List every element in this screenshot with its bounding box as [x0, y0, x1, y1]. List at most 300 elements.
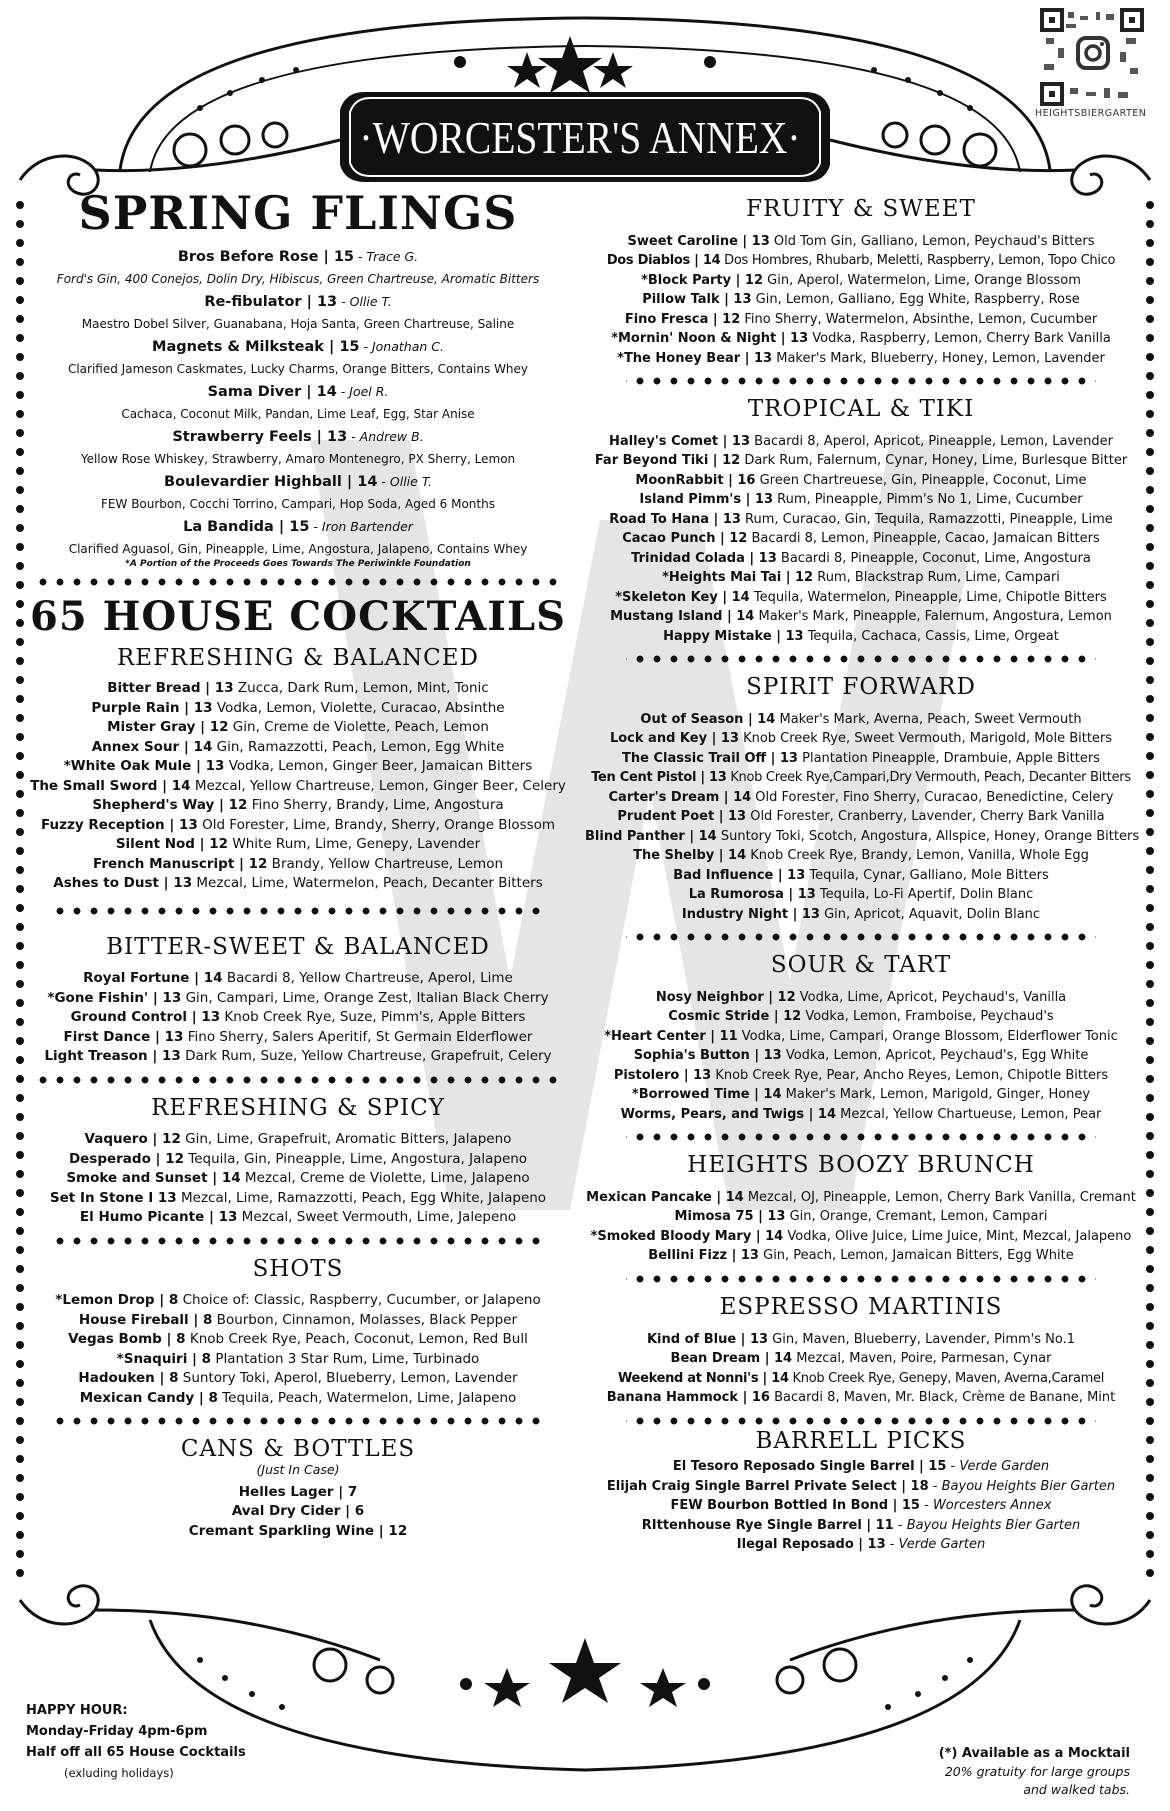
menu-item	[28, 1389, 568, 1409]
item-ingredients: Rum, Curacao, Gin, Tequila, Ramazzotti, Pineapple, Lime	[740, 511, 1113, 527]
item-name: *Gone Fishin' | 13	[47, 989, 182, 1006]
house-cocktails-title: 65 HOUSE COCKTAILS	[29, 593, 567, 640]
item-name: Aval Dry Cider | 6	[231, 1503, 365, 1520]
item-ingredients: Gin, Ramazzotti, Peach, Lemon, Egg White	[212, 738, 505, 755]
menu-item	[585, 1535, 1137, 1555]
item-name: RIttenhouse Rye Single Barrel | 11	[641, 1517, 894, 1533]
menu-item	[585, 1457, 1137, 1477]
item-name: Happy Mistake | 13	[663, 628, 804, 644]
item-separator: -	[893, 1517, 907, 1533]
item-name: Annex Sour | 14	[91, 738, 213, 755]
item-name: Cosmic Stride | 12	[668, 1009, 802, 1025]
item-ingredients: Rum, Pineapple, Pimm's No 1, Lime, Cucumber	[773, 492, 1083, 508]
item-ingredients: Mezcal, Lime, Ramazzotti, Peach, Egg White, Jalapeno	[176, 1189, 547, 1206]
item-name: Blind Panther | 14	[585, 828, 717, 844]
mocktail-note: (*) Available as a Mocktail	[938, 1746, 1130, 1761]
item-name: MoonRabbit | 16	[635, 472, 756, 488]
item-name: Ashes to Dust | 13	[53, 875, 193, 891]
restaurant-name: ·WORCESTER'S ANNEX·	[359, 111, 801, 163]
spirit-forward-list	[585, 710, 1140, 925]
item-ingredients: Gin, Apricot, Aquavit, Dolin Blanc	[819, 906, 1041, 922]
left-column	[28, 186, 568, 1541]
item-name: Kind of Blue | 13	[646, 1331, 769, 1347]
menu-item	[585, 768, 1137, 788]
item-ingredients: Old Forester, Lime, Brandy, Sherry, Orange Blossom	[197, 816, 556, 833]
refreshing-spicy-title: REFRESHING & SPICY	[151, 1094, 445, 1121]
item-ingredients: Bacardi 8, Aperol, Apricot, Pineapple, Lemon, Lavender	[750, 433, 1114, 449]
item-ingredients: Choice of: Classic, Raspberry, Cucumber, or Jalapeno	[178, 1292, 541, 1309]
menu-item	[585, 1516, 1137, 1536]
menu-item	[585, 1388, 1137, 1408]
spirit-forward-title: SPIRIT FORWARD	[746, 674, 976, 701]
menu-item	[585, 807, 1137, 827]
menu-item	[585, 1207, 1137, 1227]
item-name: *Block Party | 12	[641, 272, 764, 288]
item-name: *Heights Mai Tai | 12	[662, 570, 814, 586]
item-name: Ground Control | 13	[70, 1009, 221, 1026]
cocktail-name-line	[28, 338, 568, 356]
spring-flings-title: SPRING FLINGS	[78, 186, 518, 240]
happy-hour-title: HAPPY HOUR:	[26, 1703, 128, 1718]
item-origin: Bayou Heights Bier Garten	[906, 1517, 1081, 1533]
item-ingredients: Suntory Toki, Aperol, Blueberry, Lemon, Lavender	[178, 1370, 518, 1387]
happy-hour-note: (exluding holidays)	[64, 1766, 174, 1780]
item-name: Sophia's Button | 13	[633, 1048, 782, 1064]
menu-item	[28, 679, 568, 699]
menu-item	[28, 1350, 568, 1370]
menu-item	[585, 788, 1137, 808]
menu-item	[585, 627, 1137, 647]
item-name: El Humo Picante | 13	[79, 1209, 238, 1226]
espresso-martinis-title: ESPRESSO MARTINIS	[719, 1293, 1003, 1320]
item-name: Set In Stone I 13	[49, 1189, 177, 1206]
item-name: Smoke and Sunset | 14	[66, 1170, 241, 1187]
item-name: Bitter Bread | 13	[107, 680, 234, 696]
item-ingredients: Knob Creek Rye, Genepy, Maven, Averna,Caramel	[788, 1370, 1105, 1386]
item-name: French Manuscript | 12	[92, 855, 268, 872]
menu-item	[585, 607, 1137, 627]
menu-item	[585, 1496, 1137, 1516]
menu-item	[28, 855, 568, 875]
menu-item	[28, 1008, 568, 1028]
item-ingredients: Mezcal, Yellow Chartueuse, Lemon, Pear	[836, 1106, 1102, 1122]
dot-divider	[48, 906, 548, 916]
fruity-sweet-title: FRUITY & SWEET	[746, 196, 976, 222]
tropical-tiki-title: TROPICAL & TIKI	[747, 396, 975, 423]
menu-item	[28, 1330, 568, 1350]
menu-item	[585, 1188, 1137, 1208]
item-name: Dos Diablos | 14	[606, 253, 721, 269]
item-ingredients: Knob Creek Rye, Pear, Ancho Reyes, Lemon, Chipotle Bitters	[711, 1067, 1109, 1083]
menu-item	[585, 1105, 1137, 1125]
item-separator: -	[919, 1498, 933, 1514]
item-ingredients: Vodka, Lime, Campari, Orange Blossom, Elderflower Tonic	[737, 1028, 1118, 1044]
item-ingredients: Vodka, Lime, Apricot, Peychaud's, Vanilla	[795, 989, 1067, 1005]
menu-item	[585, 432, 1137, 452]
item-ingredients: Zucca, Dark Rum, Lemon, Mint, Tonic	[233, 680, 489, 696]
cocktail-description: Ford's Gin, 400 Conejos, Dolin Dry, Hibiscus, Green Chartreuse, Aromatic Bitters	[56, 272, 540, 286]
item-ingredients: Knob Creek Rye, Peach, Coconut, Lemon, Red Bull	[185, 1331, 528, 1348]
item-name: House Fireball | 8	[78, 1311, 213, 1328]
item-ingredients: Gin, Orange, Cremant, Lemon, Campari	[785, 1209, 1048, 1225]
dot-divider	[38, 577, 558, 587]
item-ingredients: Fino Sherry, Salers Aperitif, St Germain Elderflower	[183, 1028, 533, 1045]
item-name: Silent Nod | 12	[115, 836, 229, 852]
menu-item	[28, 699, 568, 719]
creator-name: - Ollie T.	[377, 474, 432, 489]
item-ingredients: Green Chartreuese, Gin, Pineapple, Coconut, Lime	[755, 472, 1087, 488]
cocktail-name-line	[28, 428, 568, 446]
item-ingredients: White Rum, Lime, Genepy, Lavender	[228, 836, 481, 852]
item-ingredients: Gin, Maven, Blueberry, Lavender, Pimm's No.1	[768, 1331, 1076, 1347]
item-name: Light Treason | 13	[44, 1048, 181, 1065]
item-origin: Verde Garten	[898, 1537, 986, 1553]
item-name: Banana Hammock | 16	[606, 1390, 770, 1406]
item-name: Mexican Candy | 8	[79, 1389, 218, 1406]
cocktail-description: Cachaca, Coconut Milk, Pandan, Lime Leaf, Egg, Star Anise	[121, 407, 475, 421]
cocktail-name: Strawberry Feels | 13	[172, 429, 348, 445]
barrel-picks-title: BARRELL PICKS	[755, 1427, 967, 1454]
menu-item	[585, 588, 1137, 608]
item-name: Bean Dream | 14	[670, 1351, 793, 1367]
menu-item	[28, 1169, 568, 1189]
happy-hour-days: Monday-Friday 4pm-6pm	[26, 1724, 208, 1739]
item-name: Pistolero | 13	[613, 1067, 712, 1083]
menu-item	[585, 1369, 1137, 1389]
menu-item	[585, 549, 1137, 569]
menu-item	[28, 1502, 568, 1522]
item-name: El Tesoro Reposado Single Barrel | 15	[672, 1459, 947, 1475]
proceeds-note: *A Portion of the Proceeds Goes Towards The Periwinkle Foundation	[125, 559, 471, 569]
menu-item	[28, 1028, 568, 1048]
qr-code[interactable]	[1040, 8, 1144, 106]
item-name: Sweet Caroline | 13	[627, 233, 770, 249]
item-ingredients: Vodka, Olive Juice, Lime Juice, Mint, Mezcal, Jalapeno	[783, 1228, 1132, 1244]
item-name: Mustang Island | 14	[610, 609, 755, 625]
item-name: Bad Influence | 13	[673, 867, 806, 883]
item-name: Elijah Craig Single Barrel Private Select | 18	[606, 1478, 929, 1494]
item-name: *Mornin' Noon & Night | 13	[611, 331, 809, 347]
refreshing-balanced-title: REFRESHING & BALANCED	[116, 645, 479, 671]
menu-item	[585, 568, 1137, 588]
cocktail-name: Bros Before Rose | 15	[177, 249, 355, 265]
menu-item	[585, 1330, 1137, 1350]
item-name: Desperado | 12	[68, 1150, 184, 1167]
menu-item	[28, 1130, 568, 1150]
item-name: Royal Fortune | 14	[83, 970, 223, 987]
menu-item	[585, 866, 1137, 886]
item-name: The Shelby | 14	[633, 848, 747, 864]
cocktail-name-line	[28, 383, 568, 401]
item-ingredients: Maker's Mark, Blueberry, Honey, Lemon, Lavender	[772, 350, 1105, 366]
item-name: Mister Gray | 12	[107, 719, 229, 735]
item-name: Weekend at Nonni's | 14	[617, 1370, 789, 1386]
item-origin: Worcesters Annex	[932, 1498, 1052, 1514]
menu-item	[28, 757, 568, 777]
item-ingredients: Tequila, Gin, Pineapple, Lime, Angostura, Jalapeno	[183, 1150, 528, 1167]
cocktail-name-line	[28, 473, 568, 491]
item-ingredients: Plantation 3 Star Rum, Lime, Turbinado	[211, 1350, 480, 1367]
item-name: Industry Night | 13	[681, 906, 820, 922]
item-ingredients: Tequila, Cynar, Galliano, Mole Bitters	[805, 867, 1049, 883]
item-name: Fino Fresca | 12	[624, 311, 741, 327]
creator-name: - Trace G.	[354, 249, 419, 264]
menu-item	[28, 1311, 568, 1331]
espresso-martinis-list	[585, 1330, 1137, 1408]
item-separator: -	[928, 1478, 942, 1494]
item-name: *Snaquiri | 8	[116, 1350, 212, 1367]
menu-item	[28, 969, 568, 989]
item-ingredients: Bourbon, Cinnamon, Molasses, Black Pepper	[212, 1311, 518, 1328]
item-ingredients: Tequila, Watermelon, Pineapple, Lime, Chipotle Bitters	[749, 589, 1107, 605]
barrel-picks-list	[585, 1457, 1137, 1555]
item-ingredients: Dark Rum, Suze, Yellow Chartreuse, Grapefruit, Celery	[180, 1048, 552, 1065]
item-ingredients: Dark Rum, Falernum, Cynar, Honey, Lime, Burlesque Bitter	[740, 453, 1128, 469]
cocktail-name: Sama Diver | 14	[207, 384, 337, 400]
item-ingredients: Vodka, Lemon, Ginger Beer, Jamaican Bitters	[224, 758, 533, 774]
menu-item	[28, 738, 568, 758]
menu-item	[585, 1066, 1137, 1086]
menu-item	[585, 451, 1137, 471]
item-name: Nosy Neighbor | 12	[655, 989, 796, 1005]
refreshing-balanced-list	[28, 679, 568, 894]
cocktail-name: Magnets & Milksteak | 15	[152, 339, 360, 355]
menu-item	[585, 749, 1137, 769]
item-name: Ten Cent Pistol | 13	[591, 770, 727, 786]
item-name: Halley's Comet | 13	[608, 433, 751, 449]
menu-item	[28, 1483, 568, 1503]
dot-divider	[626, 376, 1096, 386]
bitter-sweet-title: BITTER-SWEET & BALANCED	[106, 933, 490, 960]
item-ingredients: Old Forester, Fino Sherry, Curacao, Benedictine, Celery	[751, 789, 1114, 805]
item-ingredients: Old Tom Gin, Galliano, Lemon, Peychaud's Bitters	[769, 233, 1095, 249]
cocktail-name: Boulevardier Highball | 14	[164, 474, 378, 490]
cans-subtitle: (Just In Case)	[256, 1461, 340, 1477]
item-ingredients: Vodka, Lemon, Apricot, Peychaud's, Egg White	[781, 1048, 1089, 1064]
item-ingredients: Rum, Blackstrap Rum, Lime, Campari	[813, 570, 1060, 586]
tropical-tiki-list	[585, 432, 1137, 647]
menu-item	[585, 988, 1137, 1008]
item-ingredients: Knob Creek Rye, Sweet Vermouth, Marigold, Mole Bitters	[738, 731, 1113, 747]
item-name: Road To Hana | 13	[609, 511, 741, 527]
cocktail-name: La Bandida | 15	[183, 519, 310, 535]
refreshing-spicy-list	[28, 1130, 568, 1228]
item-ingredients: Gin, Lemon, Galliano, Egg White, Raspberry, Rose	[751, 292, 1080, 308]
item-name: Worms, Pears, and Twigs | 14	[620, 1106, 837, 1122]
item-name: Carter's Dream | 14	[608, 789, 752, 805]
item-name: Purple Rain | 13	[91, 699, 213, 716]
item-ingredients: Fino Sherry, Brandy, Lime, Angostura	[247, 797, 504, 813]
item-name: Pillow Talk | 13	[642, 292, 752, 308]
menu-item	[585, 349, 1137, 369]
menu-item	[585, 1227, 1137, 1247]
menu-item	[585, 729, 1137, 749]
menu-item	[585, 885, 1137, 905]
cocktail-name-line	[28, 293, 568, 311]
creator-name: - Iron Bartender	[309, 519, 413, 534]
shots-title: SHOTS	[252, 1255, 344, 1282]
social-handle: HEIGHTSBIERGARTEN	[1035, 108, 1147, 119]
cocktail-description: Clarified Jameson Caskmates, Lucky Charms, Orange Bitters, Contains Whey	[67, 362, 529, 376]
item-ingredients: Dos Hombres, Rhubarb, Meletti, Raspberry, Lemon, Topo Chico	[720, 253, 1116, 269]
menu-item	[585, 710, 1137, 730]
item-name: Out of Season | 14	[640, 711, 776, 727]
menu-item	[28, 796, 568, 816]
item-ingredients: Maker's Mark, Averna, Peach, Sweet Vermouth	[775, 711, 1082, 727]
menu-item	[28, 777, 568, 797]
menu-item	[28, 1047, 568, 1067]
cocktail-description: Yellow Rose Whiskey, Strawberry, Amaro Montenegro, PX Sherry, Lemon	[80, 452, 516, 466]
spring-flings-list	[28, 248, 568, 557]
item-name: First Dance | 13	[63, 1028, 184, 1045]
item-name: *Smoked Bloody Mary | 14	[590, 1228, 784, 1244]
menu-item	[28, 1369, 568, 1389]
item-name: Hadouken | 8	[78, 1370, 179, 1387]
item-name: Shepherd's Way | 12	[92, 797, 248, 813]
menu-item	[28, 1189, 568, 1209]
item-name: La Rumorosa | 13	[688, 887, 816, 903]
happy-hour-block	[26, 1700, 246, 1784]
menu-item	[585, 1046, 1137, 1066]
cans-list	[28, 1483, 568, 1542]
item-ingredients: Plantation Pineapple, Drambuie, Apple Bitters	[797, 750, 1100, 766]
item-ingredients: Suntory Toki, Scotch, Angostura, Allspice, Honey, Orange Bitters	[716, 828, 1140, 844]
cocktail-description: Maestro Dobel Silver, Guanabana, Hoja Santa, Green Chartreuse, Saline	[81, 317, 515, 331]
menu-item	[585, 529, 1137, 549]
item-ingredients: Bacardi 8, Maven, Mr. Black, Crème de Banane, Mint	[769, 1390, 1116, 1406]
item-name: *Skeleton Key | 14	[615, 589, 750, 605]
cans-title: CANS & BOTTLES	[180, 1436, 416, 1463]
menu-item	[585, 827, 1140, 847]
menu-item	[28, 1522, 568, 1542]
item-ingredients: Mezcal, Sweet Vermouth, Lime, Jalepeno	[237, 1209, 517, 1226]
item-ingredients: Vodka, Lemon, Framboise, Peychaud's	[801, 1009, 1054, 1025]
item-ingredients: Knob Creek Rye,Campari,Dry Vermouth, Peach, Decanter Bitters	[726, 770, 1131, 786]
gratuity-line-2: and walked tabs.	[1023, 1782, 1130, 1797]
item-ingredients: Knob Creek Rye, Suze, Pimm's, Apple Bitters	[220, 1009, 526, 1026]
menu-item	[28, 816, 568, 836]
item-name: Mexican Pancake | 14	[586, 1189, 744, 1205]
item-name: Mimosa 75 | 13	[674, 1209, 786, 1225]
item-name: Trinidad Colada | 13	[631, 550, 777, 566]
menu-item	[585, 290, 1137, 310]
item-ingredients: Bacardi 8, Yellow Chartreuse, Aperol, Lime	[222, 970, 513, 987]
menu-item	[585, 1007, 1137, 1027]
item-ingredients: Knob Creek Rye, Brandy, Lemon, Vanilla, Whole Egg	[746, 848, 1089, 864]
item-ingredients: Bacardi 8, Lemon, Pineapple, Cacao, Jamaican Bitters	[747, 531, 1100, 547]
item-name: Vegas Bomb | 8	[68, 1331, 186, 1348]
item-name: Vaquero | 12	[84, 1131, 181, 1148]
item-name: *Heart Center | 11	[604, 1028, 738, 1044]
menu-item	[585, 1477, 1137, 1497]
dot-divider	[626, 1132, 1096, 1142]
boozy-brunch-list	[585, 1188, 1137, 1266]
menu-item	[28, 835, 568, 855]
happy-hour-deal: Half off all 65 House Cocktails	[26, 1745, 246, 1760]
item-name: Prudent Poet | 13	[617, 809, 747, 825]
menu-item	[585, 251, 1137, 271]
item-ingredients: Gin, Peach, Lemon, Jamaican Bitters, Egg White	[758, 1248, 1074, 1264]
fruity-sweet-list	[585, 232, 1137, 369]
cocktail-name-line	[28, 518, 568, 536]
dot-divider	[626, 1416, 1096, 1426]
item-name: Cacao Punch | 12	[622, 531, 748, 547]
item-ingredients: Mezcal, OJ, Pineapple, Lemon, Cherry Bark Vanilla, Cremant	[743, 1189, 1136, 1205]
item-name: *Borrowed Time | 14	[631, 1087, 782, 1103]
item-name: *Lemon Drop | 8	[55, 1292, 179, 1309]
item-ingredients: Mezcal, Lime, Watermelon, Peach, Decanter Bitters	[192, 875, 543, 891]
item-name: FEW Bourbon Bottled In Bond | 15	[670, 1498, 920, 1514]
item-ingredients: Maker's Mark, Lemon, Marigold, Ginger, Honey	[781, 1087, 1091, 1103]
menu-item	[585, 471, 1137, 491]
item-ingredients: Gin, Creme de Violette, Peach, Lemon	[228, 719, 489, 735]
item-ingredients: Mezcal, Creme de Violette, Lime, Jalapeno	[240, 1170, 530, 1187]
cocktail-description: Clarified Aguasol, Gin, Pineapple, Lime, Angostura, Jalapeno, Contains Whey	[68, 542, 528, 556]
menu-item	[585, 490, 1137, 510]
item-origin: Verde Garden	[959, 1459, 1050, 1475]
right-column	[585, 196, 1140, 1555]
item-name: *White Oak Mule | 13	[63, 758, 225, 774]
item-separator: -	[946, 1459, 960, 1475]
menu-item	[28, 1291, 568, 1311]
item-ingredients: Mezcal, Maven, Poire, Parmesan, Cynar	[792, 1351, 1052, 1367]
item-origin: Bayou Heights Bier Garten	[941, 1478, 1116, 1494]
menu-item	[28, 718, 568, 738]
item-ingredients: Vodka, Lemon, Violette, Curacao, Absinthe	[212, 699, 505, 716]
creator-name: - Jonathan C.	[359, 339, 444, 354]
item-ingredients: Mezcal, Yellow Chartreuse, Lemon, Ginger Beer, Celery	[190, 777, 566, 794]
menu-item	[585, 1246, 1137, 1266]
dot-divider	[626, 1274, 1096, 1284]
item-ingredients: Tequila, Cachaca, Cassis, Lime, Orgeat	[803, 628, 1059, 644]
item-ingredients: Gin, Lime, Grapefruit, Aromatic Bitters, Jalapeno	[180, 1131, 512, 1148]
item-separator: -	[885, 1537, 899, 1553]
item-name: Helles Lager | 7	[238, 1483, 358, 1500]
item-name: Ilegal Reposado | 13	[736, 1537, 886, 1553]
shots-list	[28, 1291, 568, 1408]
item-ingredients: Vodka, Raspberry, Lemon, Cherry Bark Vanilla	[808, 331, 1111, 347]
sour-tart-list	[585, 988, 1137, 1125]
item-name: The Classic Trail Off | 13	[622, 750, 798, 766]
menu-item	[28, 1150, 568, 1170]
dot-divider	[38, 1075, 558, 1085]
menu-item	[585, 1085, 1137, 1105]
item-name: Far Beyond Tiki | 12	[594, 453, 741, 469]
menu-item	[28, 989, 568, 1009]
creator-name: - Ollie T.	[337, 294, 392, 309]
item-name: Bellini Fizz | 13	[648, 1248, 759, 1264]
gratuity-line-1: 20% gratuity for large groups	[944, 1764, 1130, 1779]
cocktail-name: Re-fibulator | 13	[204, 294, 338, 310]
menu-item	[585, 510, 1137, 530]
item-ingredients: Tequila, Peach, Watermelon, Lime, Jalapeno	[217, 1389, 517, 1406]
menu-item	[585, 846, 1137, 866]
dot-divider	[626, 654, 1096, 664]
menu-item	[585, 1027, 1137, 1047]
item-ingredients: Gin, Aperol, Watermelon, Lime, Orange Blossom	[763, 272, 1081, 288]
dot-divider	[626, 932, 1096, 942]
item-name: Cremant Sparkling Wine | 12	[188, 1522, 408, 1539]
item-name: Island Pimm's | 13	[639, 492, 773, 508]
item-ingredients: Gin, Campari, Lime, Orange Zest, Italian Black Cherry	[181, 989, 549, 1006]
item-ingredients: Old Forester, Cranberry, Lavender, Cherry Bark Vanilla	[746, 809, 1105, 825]
menu-item	[28, 1208, 568, 1228]
creator-name: - Andrew B.	[347, 429, 424, 444]
menu-item	[585, 905, 1137, 925]
item-name: Lock and Key | 13	[609, 731, 739, 747]
cocktail-description: FEW Bourbon, Cocchi Torrino, Campari, Hop Soda, Aged 6 Months	[101, 497, 495, 511]
dot-divider	[48, 1236, 548, 1246]
